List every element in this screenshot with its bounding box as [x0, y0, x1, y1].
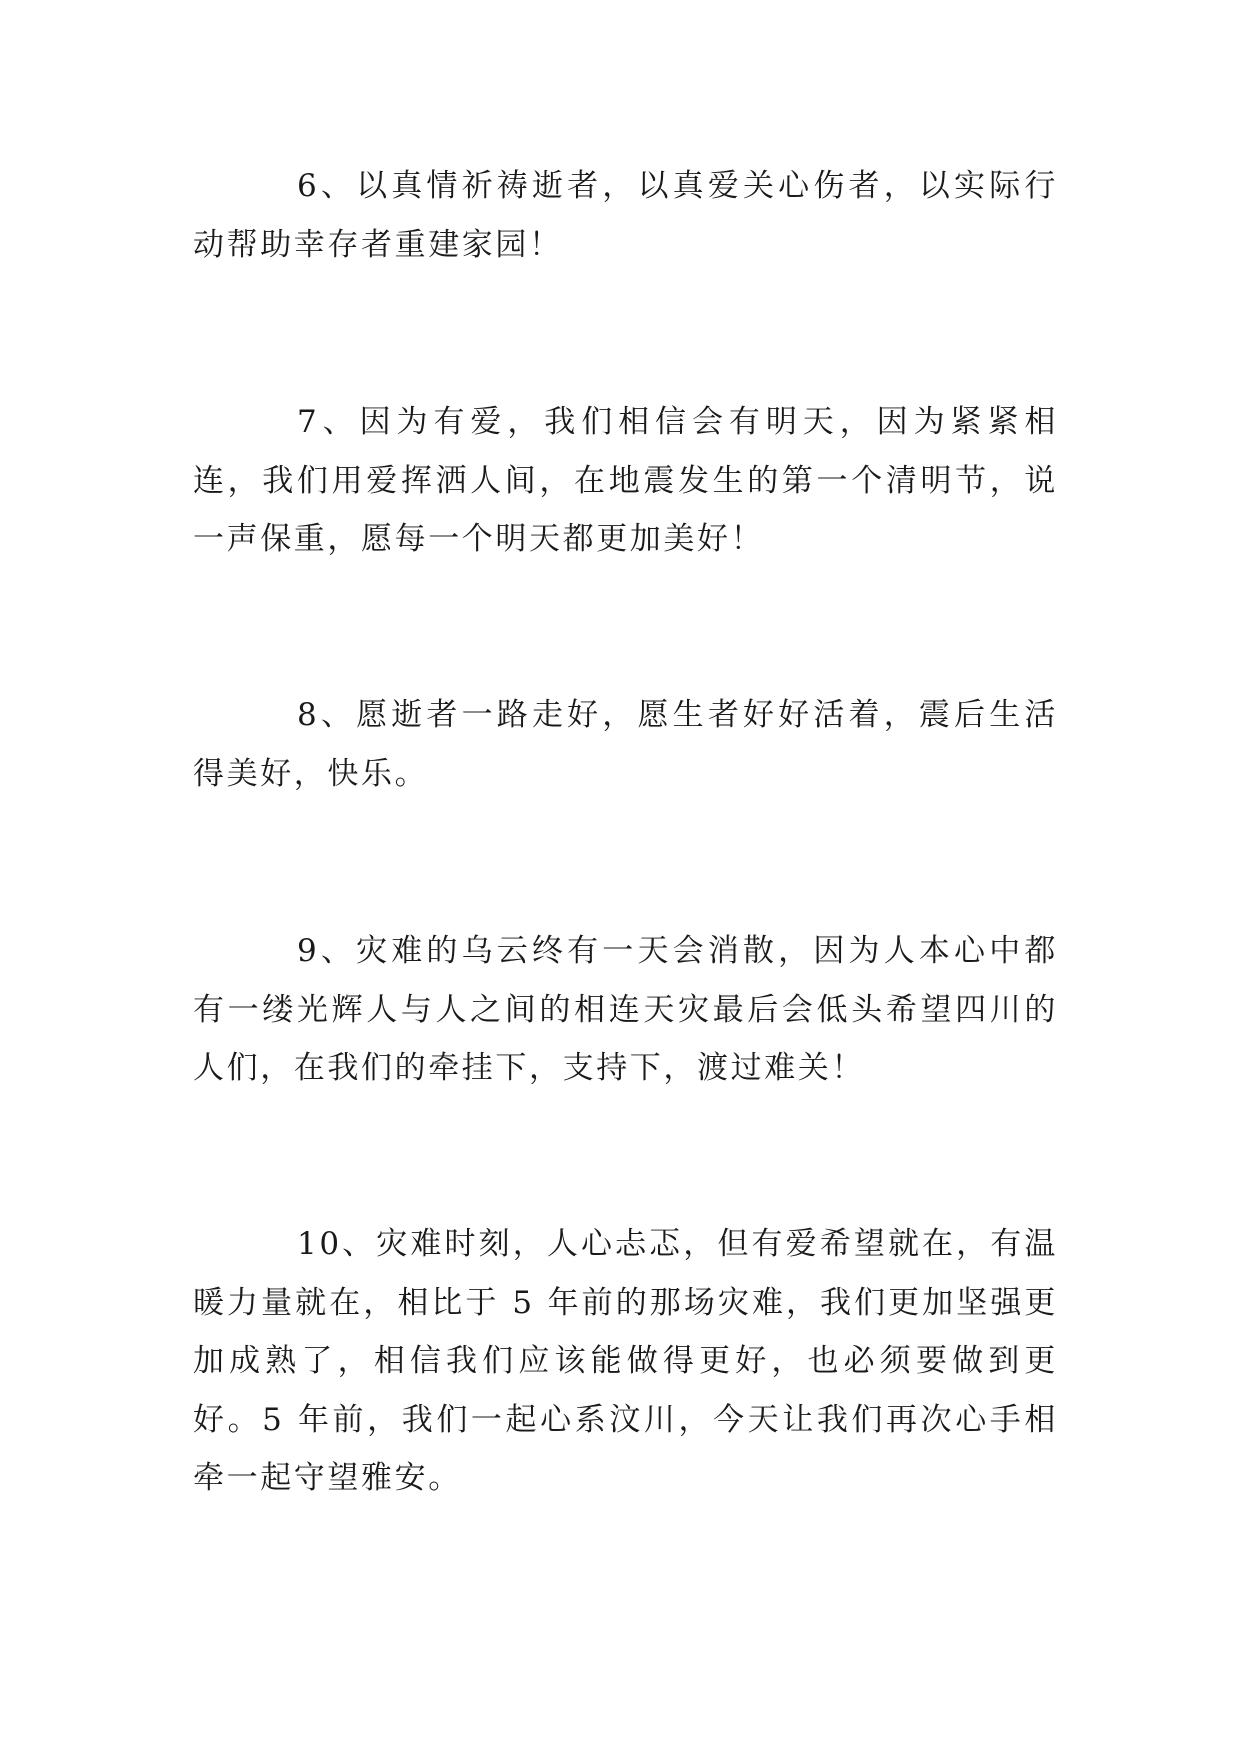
paragraph-9: 9、灾难的乌云终有一天会消散，因为人本心中都有一缕光辉人与人之间的相连天灾最后会低头希望四川的人们，在我们的牵挂下，支持下，渡过难关！: [193, 933, 1058, 1086]
paragraph-8: 8、愿逝者一路走好，愿生者好好活着，震后生活得美好，快乐。: [193, 697, 1058, 792]
paragraph-7: 7、因为有爱，我们相信会有明天，因为紧紧相连，我们用爱挥洒人间，在地震发生的第一个清明节，说一声保重，愿每一个明天都更加美好！: [193, 404, 1058, 557]
paragraph-10: 10、灾难时刻，人心忐忑，但有爱希望就在，有温暖力量就在，相比于 5 年前的那场灾难，我们更加坚强更加成熟了，相信我们应该能做得更好，也必须要做到更好。5 年前，我们一起心系汶川，今天让我们再次心手相牵一起守望雅安。: [193, 1226, 1058, 1496]
paragraph-6: 6、以真情祈祷逝者，以真爱关心伤者，以实际行动帮助幸存者重建家园！: [193, 168, 1058, 263]
